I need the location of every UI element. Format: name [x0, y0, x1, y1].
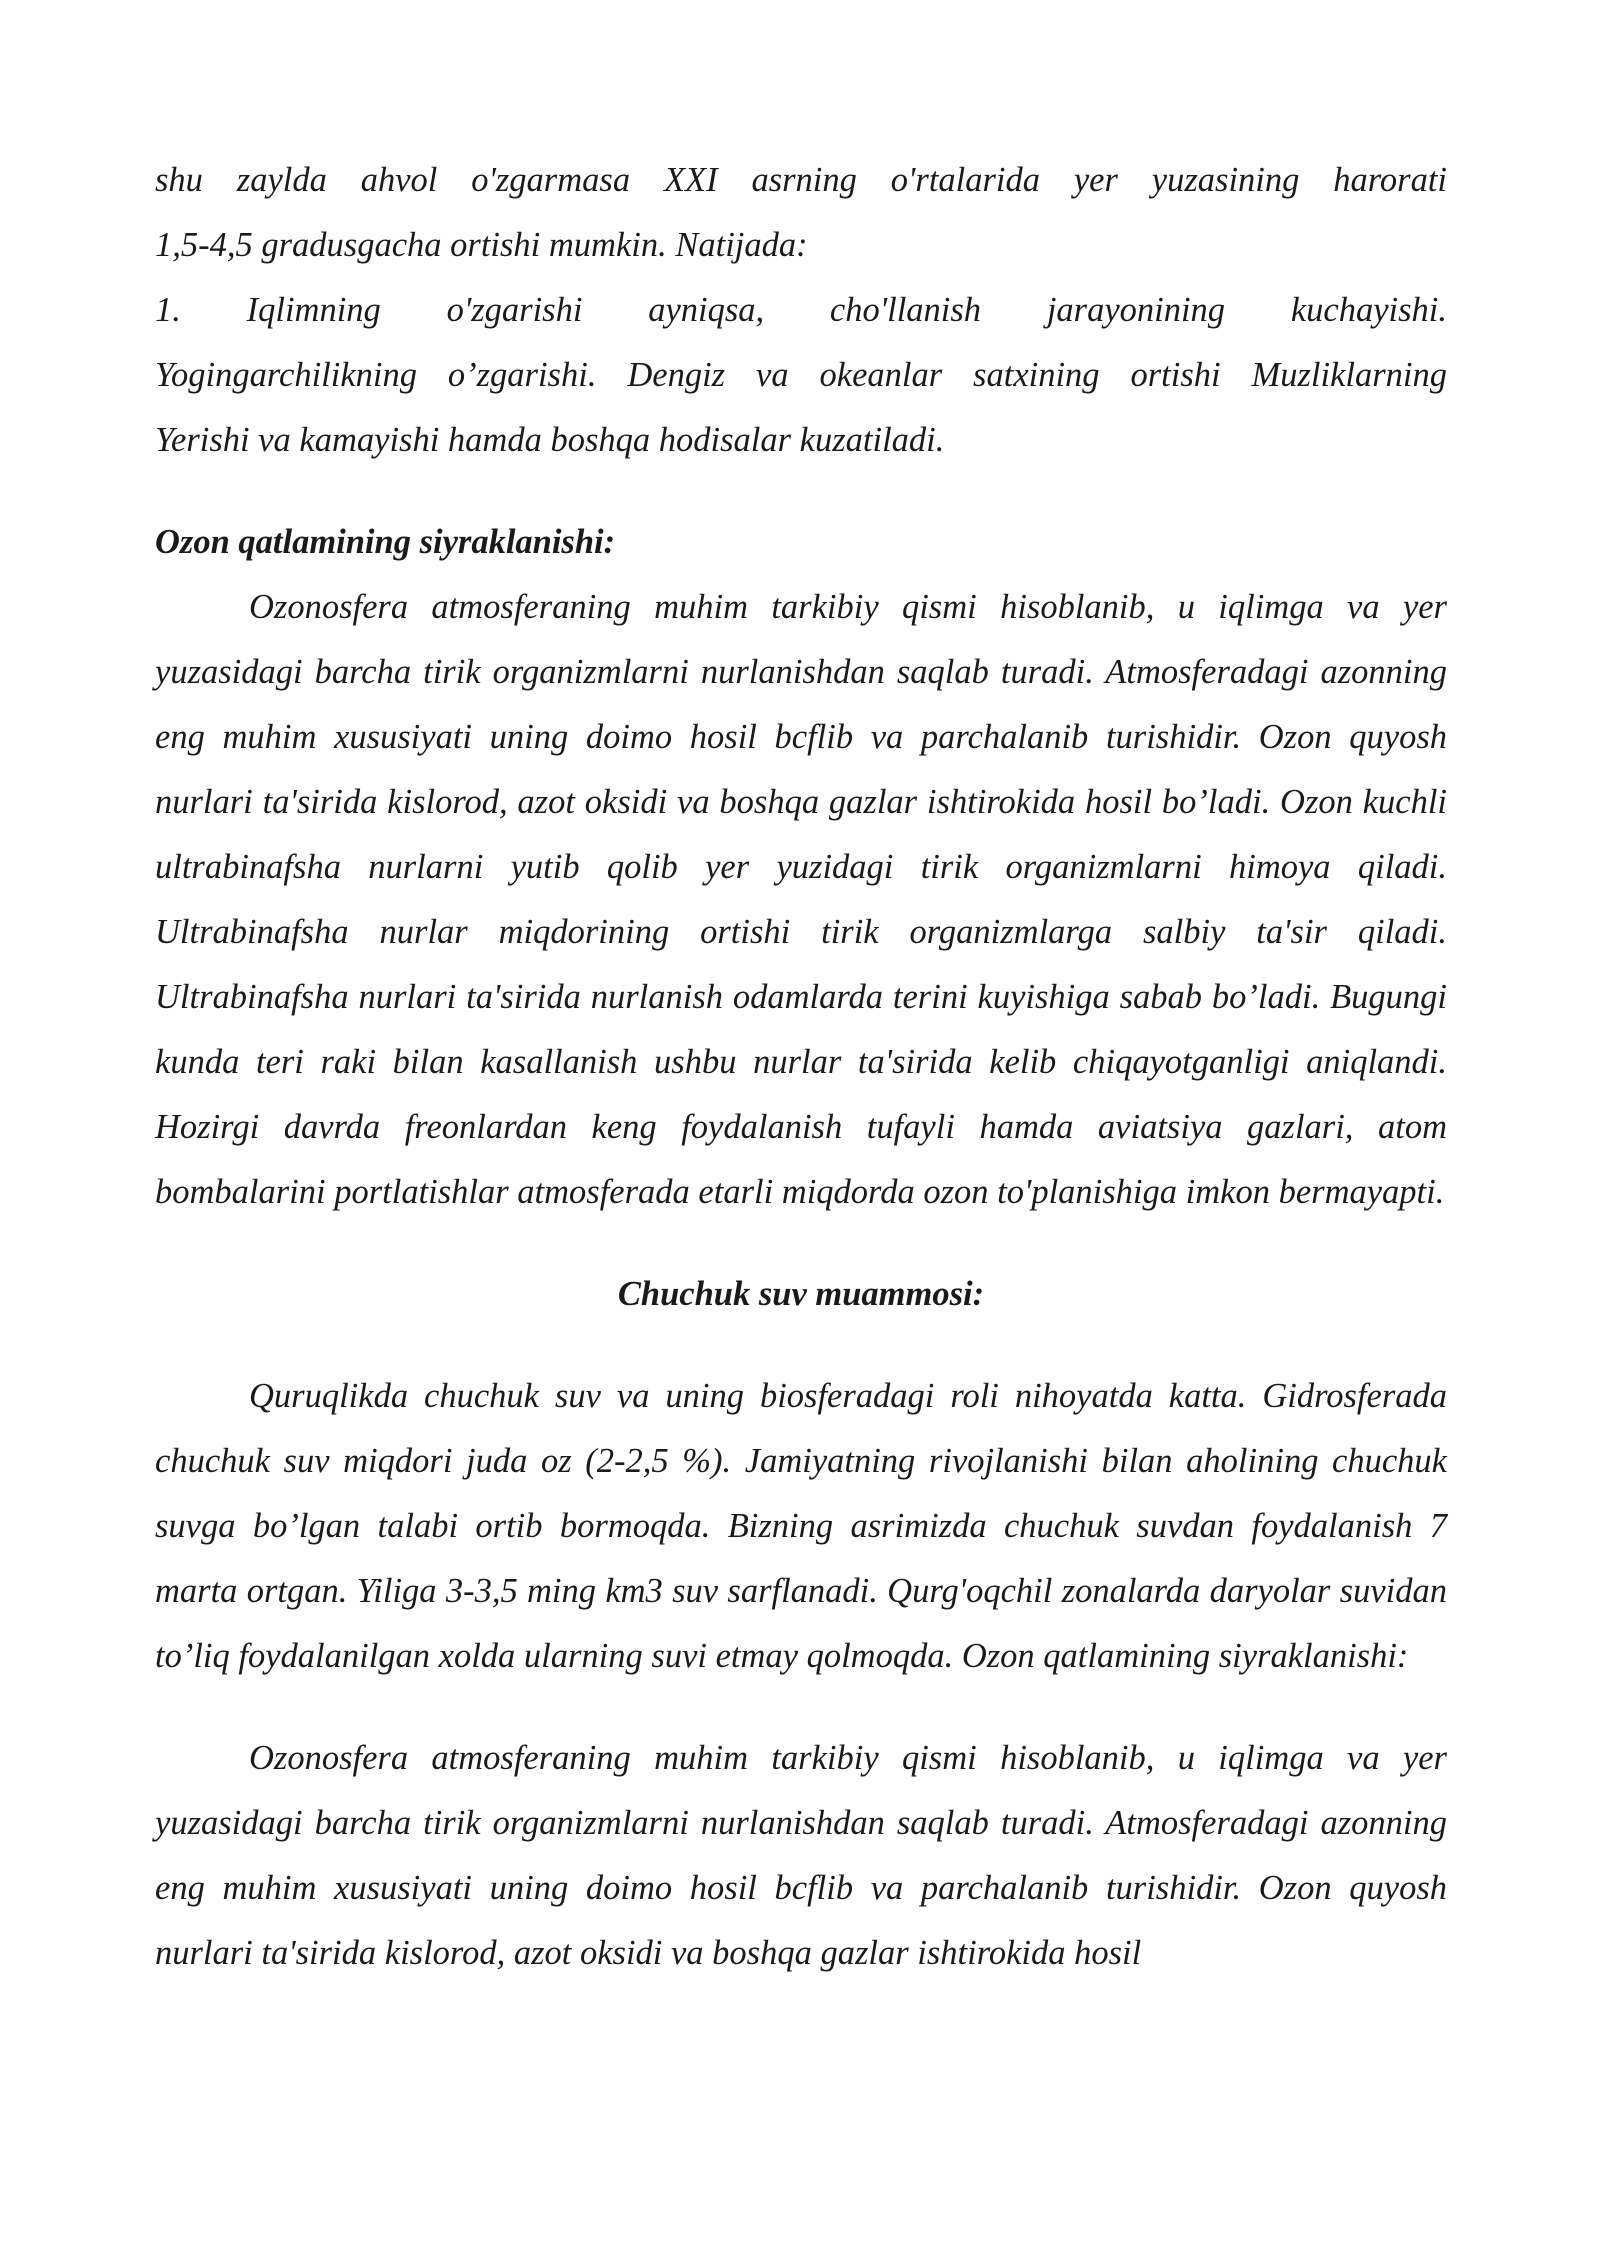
intro-line-1: shu zaylda ahvol o'zgarmasa XXI asrning o'rtalarida yer yuzasining harorati — [155, 161, 1447, 199]
section-heading-ozone: Ozon qatlamining siyraklanishi: — [155, 523, 616, 561]
paragraph-ozone: Ozonosfera atmosferaning muhim tarkibiy qismi hisoblanib, u iqlimga va yer yuzasidagi barcha tirik organizmlarni nurlanishdan saqlab turadi. Atmosferadagi azonning eng muhim xususiyati uning doimo hosil bcflib va parchalanib turishidir. Ozon quyosh nurlari ta'sirida kislorod, azot oksidi va boshqa gazlar ishtirokida hosil bo’ladi. Ozon kuchli ultrabinafsha nurlarni yutib qolib yer yuzidagi tirik organizmlarni himoya qiladi. Ultrabinafsha nurlar miqdorining ortishi tirik organizmlarga salbiy ta'sir qiladi. Ultrabinafsha nurlari ta'sirida nurlanish odamlarda terini kuyishiga sabab bo’ladi. Bugungi kunda teri raki bilan kasallanish ushbu nurlar ta'sirida kelib chiqayotganligi aniqlandi. Hozirgi davrda freonlardan keng foydalanish tufayli hamda aviatsiya gazlari, atom bombalarini portlatishlar atmosferada etarli miqdorda ozon to'planishiga imkon bermayapti. — [155, 588, 1447, 1211]
list-item-1-line-2: Yogingarchilikning o’zgarishi. Dengiz va okeanlar satxining ortishi Muzliklarning — [155, 356, 1447, 394]
intro-block — [155, 148, 1447, 473]
paragraph-ozonosphere-repeat: Ozonosfera atmosferaning muhim tarkibiy qismi hisoblanib, u iqlimga va yer yuzasidagi barcha tirik organizmlarni nurlanishdan saqlab turadi. Atmosferadagi azonning eng muhim xususiyati uning doimo hosil bcflib va parchalanib turishidir. Ozon quyosh nurlari ta'sirida kislorod, azot oksidi va boshqa gazlar ishtirokida hosil — [155, 1739, 1447, 1972]
list-item-1-line-3: Yerishi va kamayishi hamda boshqa hodisalar kuzatiladi. — [155, 421, 945, 459]
document-page — [155, 148, 1447, 1986]
list-item-1-line-1: 1. Iqlimning o'zgarishi ayniqsa, cho'llanish jarayonining kuchayishi. — [155, 291, 1447, 329]
intro-line-2: 1,5-4,5 gradusgacha ortishi mumkin. Natijada: — [155, 226, 808, 264]
paragraph-fresh-water: Quruqlikda chuchuk suv va uning biosferadagi roli nihoyatda katta. Gidrosferada chuchuk suv miqdori juda oz (2-2,5 %). Jamiyatning rivojlanishi bilan aholining chuchuk suvga bo’lgan talabi ortib bormoqda. Bizning asrimizda chuchuk suvdan foydalanish 7 marta ortgan. Yiliga 3-3,5 ming km3 suv sarflanadi. Qurg'oqchil zonalarda daryolar suvidan to’liq foydalanilgan xolda ularning suvi etmay qolmoqda. Ozon qatlamining siyraklanishi: — [155, 1377, 1447, 1675]
section-heading-fresh-water: Chuchuk suv muammosi: — [617, 1275, 985, 1313]
